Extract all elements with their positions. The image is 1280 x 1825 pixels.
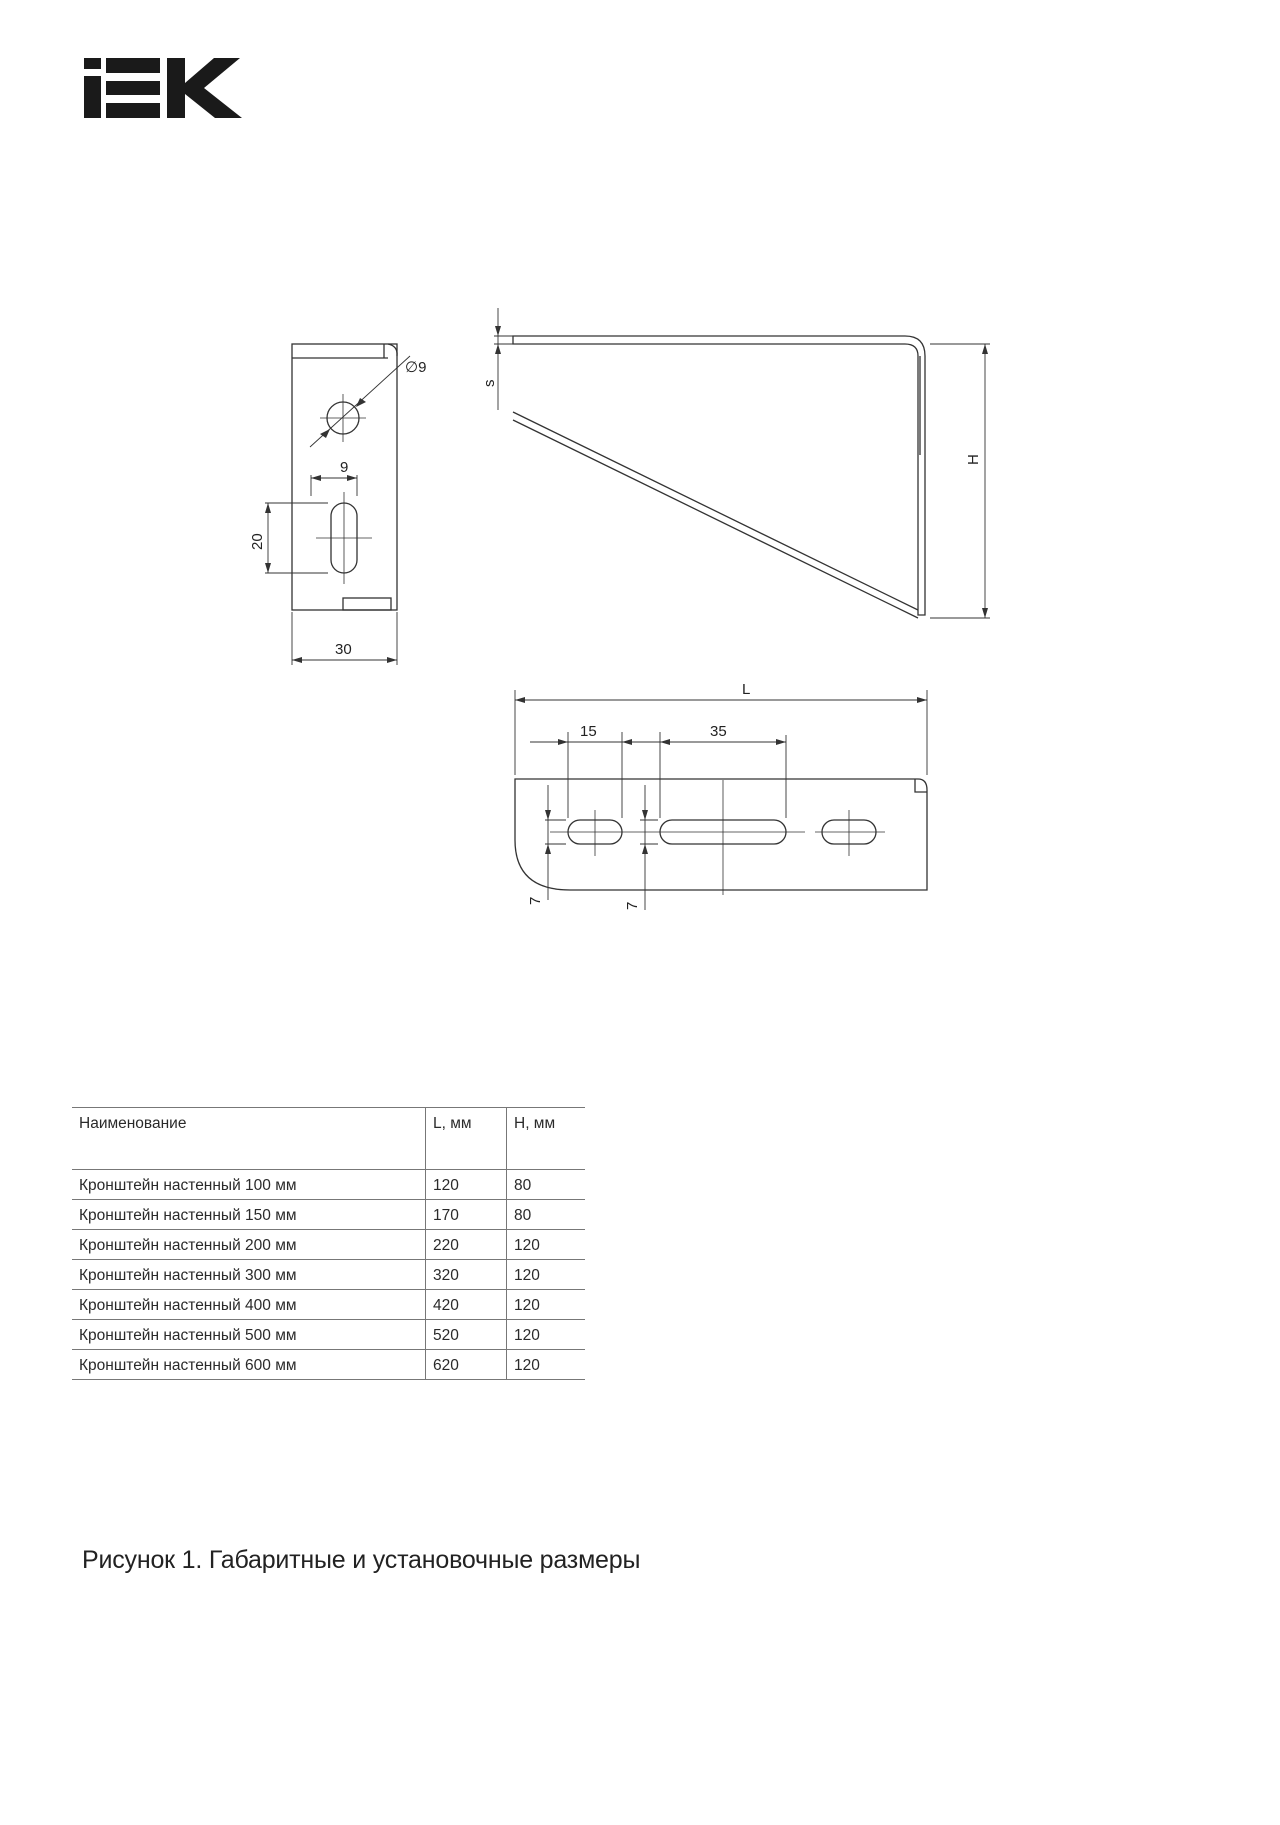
row-height: 120 xyxy=(507,1230,586,1260)
dim-offset-7a: 7 xyxy=(527,896,544,905)
side-view xyxy=(292,344,397,610)
dim-pitch-35: 35 xyxy=(710,723,727,740)
row-name: Кронштейн настенный 100 мм xyxy=(72,1170,426,1200)
table-header-row xyxy=(72,1108,585,1170)
row-height: 80 xyxy=(507,1200,586,1230)
dim-slot-length: 20 xyxy=(249,533,266,550)
row-length: 320 xyxy=(426,1260,507,1290)
table-row xyxy=(72,1170,585,1200)
row-height: 120 xyxy=(507,1320,586,1350)
row-length: 420 xyxy=(426,1290,507,1320)
header-length: L, мм xyxy=(426,1108,507,1170)
row-length: 120 xyxy=(426,1170,507,1200)
spec-table xyxy=(72,1107,585,1380)
row-name: Кронштейн настенный 400 мм xyxy=(72,1290,426,1320)
row-length: 520 xyxy=(426,1320,507,1350)
table-row xyxy=(72,1290,585,1320)
row-length: 220 xyxy=(426,1230,507,1260)
row-name: Кронштейн настенный 600 мм xyxy=(72,1350,426,1380)
table-row xyxy=(72,1200,585,1230)
bottom-view xyxy=(515,779,927,890)
dim-length: L xyxy=(742,681,751,698)
header-name: Наименование xyxy=(72,1108,426,1170)
row-length: 170 xyxy=(426,1200,507,1230)
row-height: 80 xyxy=(507,1170,586,1200)
table-row xyxy=(72,1320,585,1350)
dim-pitch-15: 15 xyxy=(580,723,597,740)
row-length: 620 xyxy=(426,1350,507,1380)
table-row xyxy=(72,1350,585,1380)
dim-height: H xyxy=(965,454,982,465)
dim-diameter: ∅9 xyxy=(405,359,427,376)
row-name: Кронштейн настенный 150 мм xyxy=(72,1200,426,1230)
table-row xyxy=(72,1260,585,1290)
dim-width: 30 xyxy=(335,641,352,658)
dim-offset-7b: 7 xyxy=(624,901,641,910)
header-height: H, мм xyxy=(507,1108,586,1170)
front-view xyxy=(513,336,925,618)
row-height: 120 xyxy=(507,1260,586,1290)
dim-thickness: s xyxy=(481,379,498,387)
dim-slot-width: 9 xyxy=(340,459,349,476)
row-name: Кронштейн настенный 500 мм xyxy=(72,1320,426,1350)
row-name: Кронштейн настенный 200 мм xyxy=(72,1230,426,1260)
figure-caption: Рисунок 1. Габаритные и установочные размеры xyxy=(82,1546,641,1574)
row-name: Кронштейн настенный 300 мм xyxy=(72,1260,426,1290)
row-height: 120 xyxy=(507,1350,586,1380)
row-height: 120 xyxy=(507,1290,586,1320)
table-row xyxy=(72,1230,585,1260)
